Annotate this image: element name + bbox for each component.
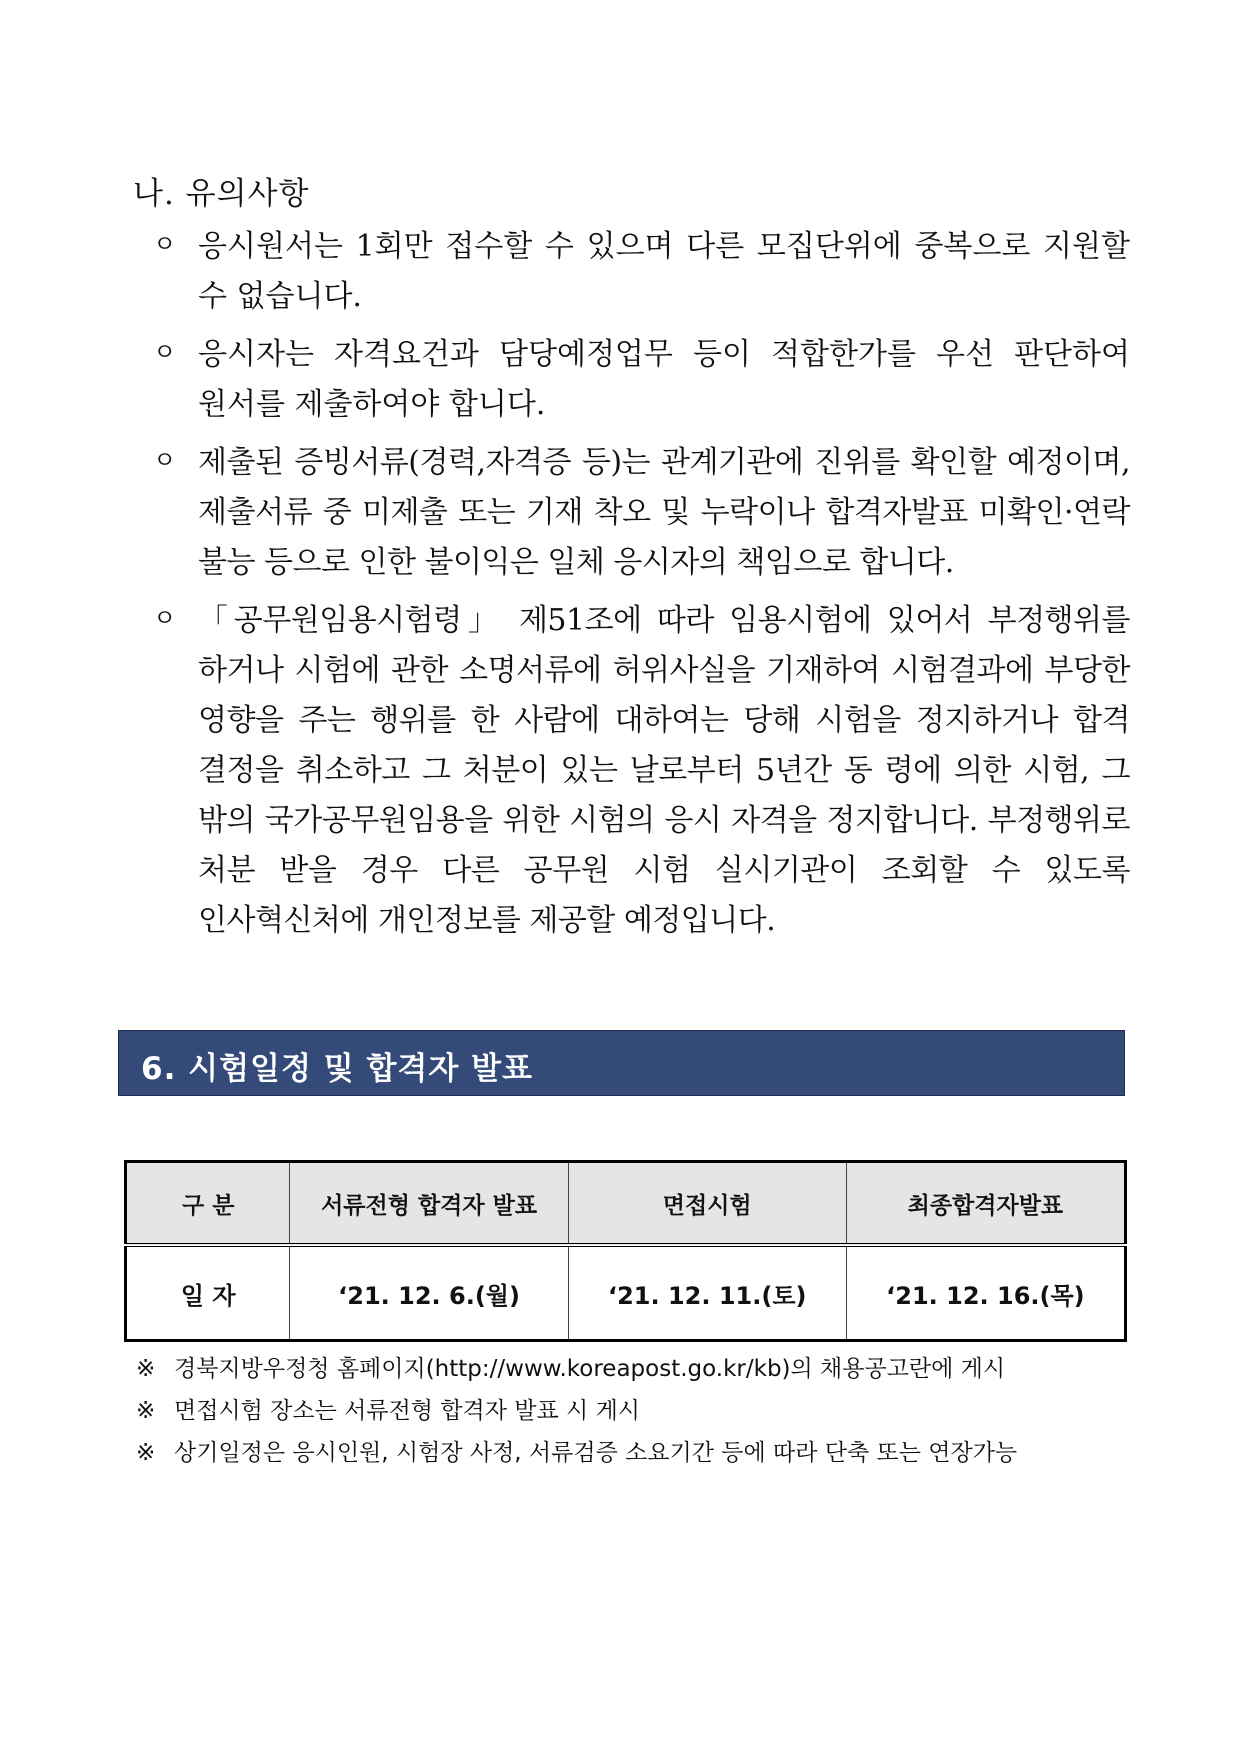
footnote-item bbox=[136, 1348, 1136, 1390]
note-item bbox=[150, 438, 1130, 588]
header-document-result: 서류전형 합격자 발표 bbox=[290, 1162, 568, 1246]
table-header-row bbox=[126, 1162, 1126, 1246]
note-item bbox=[150, 222, 1130, 322]
footnote-text: 상기일정은 응시인원, 시험장 사정, 서류검증 소요기간 등에 따라 단축 또는 연장가능 bbox=[174, 1440, 1018, 1466]
circle-bullet-icon: ㅇ bbox=[153, 446, 177, 474]
footnote-item bbox=[136, 1432, 1136, 1474]
note-text: 응시자는 자격요건과 담당예정업무 등이 적합한가를 우선 판단하여 원서를 제출하여야 합니다. bbox=[198, 337, 1130, 422]
notes-list bbox=[150, 222, 1130, 954]
row-label-date: 일 자 bbox=[126, 1245, 290, 1341]
footnote-text: 면접시험 장소는 서류전형 합격자 발표 시 게시 bbox=[174, 1398, 641, 1424]
reference-mark-icon: ※ bbox=[136, 1398, 156, 1424]
header-interview: 면접시험 bbox=[568, 1162, 846, 1246]
table-row bbox=[126, 1245, 1126, 1341]
footnote-item bbox=[136, 1390, 1136, 1432]
schedule-table bbox=[124, 1160, 1127, 1342]
reference-mark-icon: ※ bbox=[136, 1440, 156, 1466]
date-final-result: ‘21. 12. 16.(목) bbox=[846, 1245, 1125, 1341]
circle-bullet-icon: ㅇ bbox=[153, 604, 177, 632]
note-text: 응시원서는 1회만 접수할 수 있으며 다른 모집단위에 중복으로 지원할 수 없습니다. bbox=[198, 229, 1130, 314]
note-item bbox=[150, 330, 1130, 430]
note-item bbox=[150, 596, 1130, 946]
notes-heading: 나. 유의사항 bbox=[133, 176, 310, 212]
header-category: 구 분 bbox=[126, 1162, 290, 1246]
date-document-result: ‘21. 12. 6.(월) bbox=[290, 1245, 568, 1341]
circle-bullet-icon: ㅇ bbox=[153, 230, 177, 258]
section-title: 6. 시험일정 및 합격자 발표 bbox=[141, 1051, 533, 1087]
date-interview: ‘21. 12. 11.(토) bbox=[568, 1245, 846, 1341]
note-text: 「공무원임용시험령」 제51조에 따라 임용시험에 있어서 부정행위를 하거나 시험에 관한 소명서류에 허위사실을 기재하여 시험결과에 부당한 영향을 주는 행위를 한 사람에 대하여는 당해 시험을 정지하거나 합격 결정을 취소하고 그 처분이 있는 날로부터 5년간 동 령에 의한 시험, 그 밖의 국가공무원임용을 위한 시험의 응시 자격을 정지합니다. 부정행위로 처분 받을 경우 다른 공무원 시험 실시기관이 조회할 수 있도록 인사혁신처에 개인정보를 제공할 예정입니다. bbox=[198, 603, 1130, 938]
footnote-text: 경북지방우정청 홈페이지(http://www.koreapost.go.kr/kb)의 채용공고란에 게시 bbox=[174, 1356, 1006, 1382]
header-final-result: 최종합격자발표 bbox=[846, 1162, 1125, 1246]
section-title-bar bbox=[118, 1030, 1125, 1096]
footnotes bbox=[136, 1348, 1136, 1474]
circle-bullet-icon: ㅇ bbox=[153, 338, 177, 366]
reference-mark-icon: ※ bbox=[136, 1356, 156, 1382]
note-text: 제출된 증빙서류(경력,자격증 등)는 관계기관에 진위를 확인할 예정이며, 제출서류 중 미제출 또는 기재 착오 및 누락이나 합격자발표 미확인·연락 불능 등으로 인한 불이익은 일체 응시자의 책임으로 합니다. bbox=[198, 445, 1130, 580]
